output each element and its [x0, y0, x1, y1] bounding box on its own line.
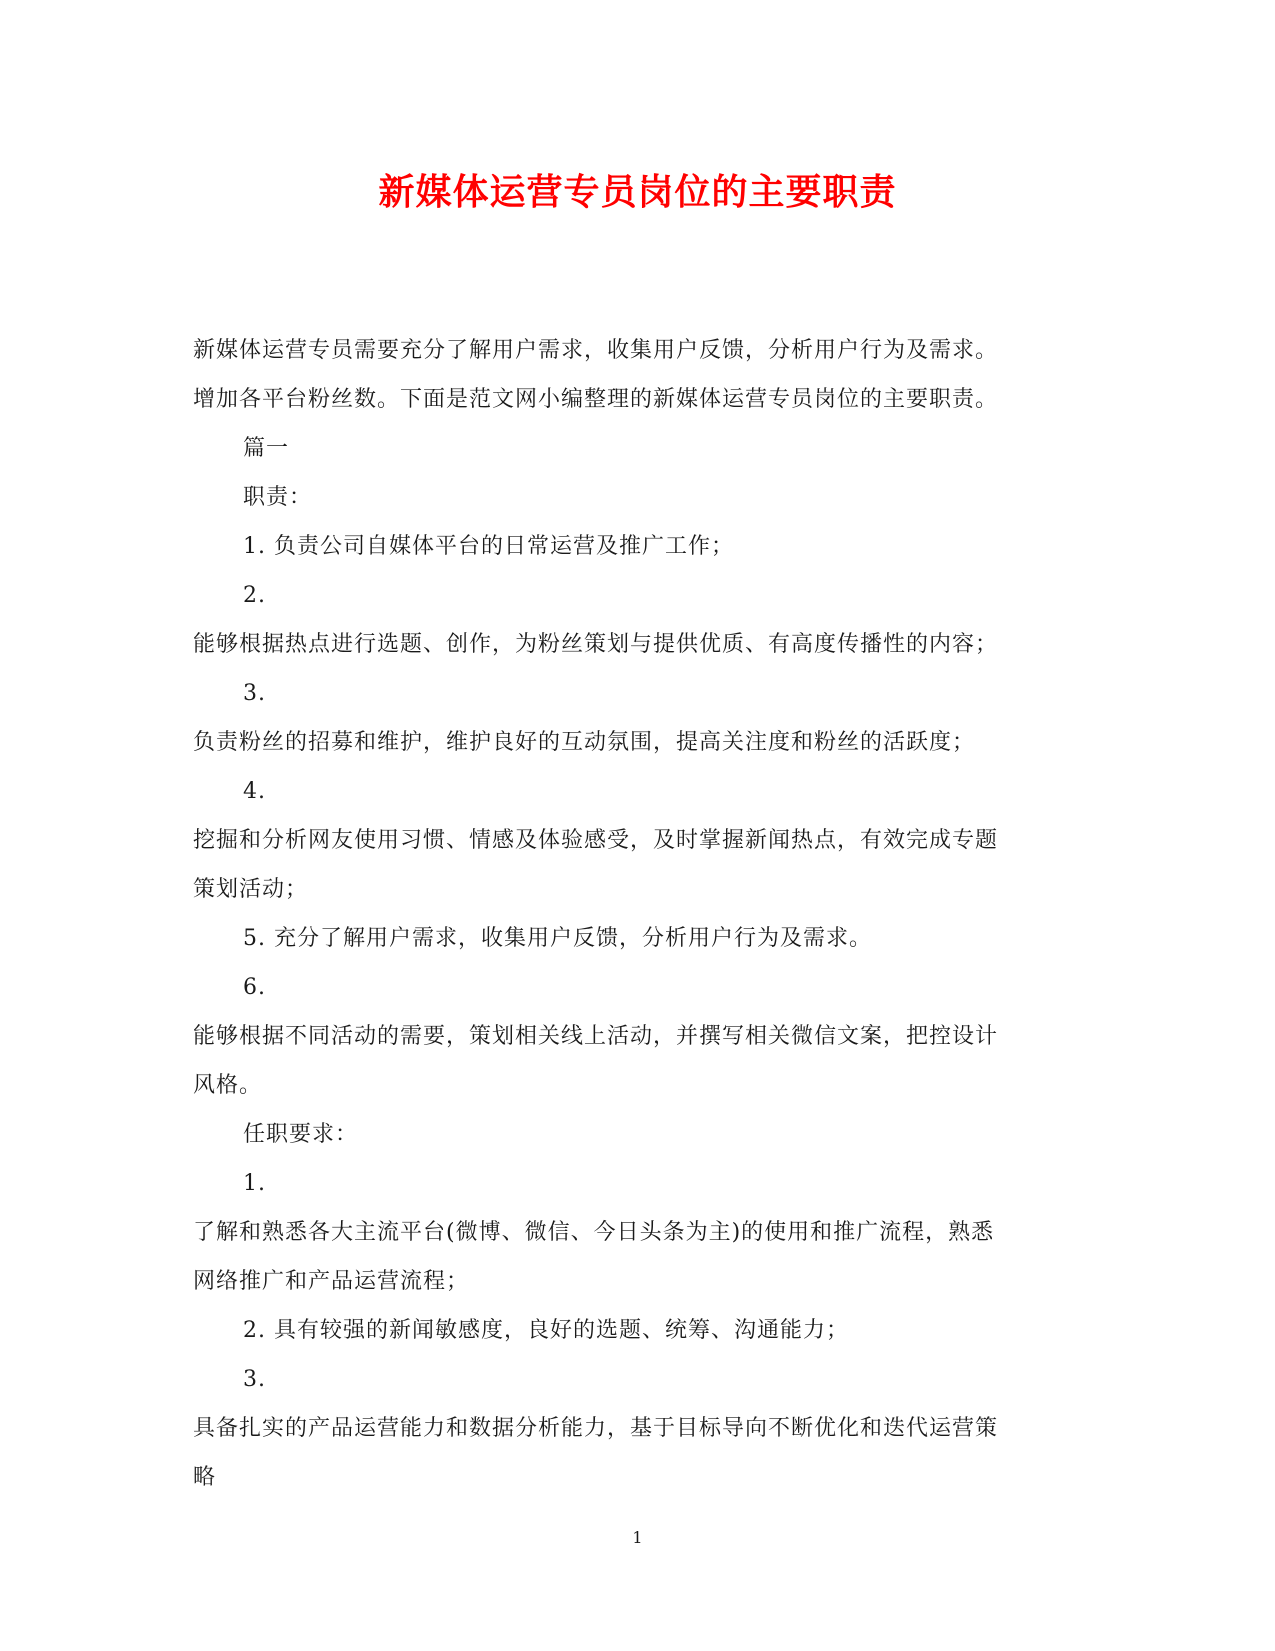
duties-heading: 职责：	[243, 485, 313, 510]
requirements-heading: 任职要求：	[243, 1122, 359, 1147]
duty-number: 2.	[243, 583, 266, 608]
duty-item: 1. 负责公司自媒体平台的日常运营及推广工作；	[243, 534, 734, 559]
requirement-text: 网络推广和产品运营流程；	[193, 1269, 470, 1294]
duty-text: 策划活动；	[193, 877, 309, 902]
duty-text: 能够根据热点进行选题、创作，为粉丝策划与提供优质、有高度传播性的内容；	[193, 632, 999, 657]
requirement-item: 2. 具有较强的新闻敏感度，良好的选题、统筹、沟通能力；	[243, 1318, 849, 1343]
intro-line: 增加各平台粉丝数。下面是范文网小编整理的新媒体运营专员岗位的主要职责。	[193, 387, 999, 412]
document-body	[193, 326, 1073, 1502]
requirement-number: 1.	[243, 1171, 266, 1196]
requirement-number: 3.	[243, 1367, 266, 1392]
intro-line: 新媒体运营专员需要充分了解用户需求，收集用户反馈，分析用户行为及需求。	[193, 338, 999, 363]
duty-text: 风格。	[193, 1073, 263, 1098]
duty-text: 负责粉丝的招募和维护，维护良好的互动氛围，提高关注度和粉丝的活跃度；	[193, 730, 976, 755]
requirement-text: 了解和熟悉各大主流平台(微博、微信、今日头条为主)的使用和推广流程，熟悉	[193, 1220, 995, 1245]
duty-number: 3.	[243, 681, 266, 706]
document-title: 新媒体运营专员岗位的主要职责	[378, 171, 897, 213]
duty-number: 6.	[243, 975, 266, 1000]
duty-text: 挖掘和分析网友使用习惯、情感及体验感受，及时掌握新闻热点，有效完成专题	[193, 828, 999, 853]
duty-item: 5. 充分了解用户需求，收集用户反馈，分析用户行为及需求。	[243, 926, 872, 951]
duty-number: 4.	[243, 779, 266, 804]
section-label: 篇一	[243, 436, 290, 461]
requirement-text: 略	[193, 1465, 217, 1490]
requirement-text: 具备扎实的产品运营能力和数据分析能力，基于目标导向不断优化和迭代运营策	[193, 1416, 999, 1441]
page-number: 1	[632, 1528, 643, 1547]
duty-text: 能够根据不同活动的需要，策划相关线上活动，并撰写相关微信文案，把控设计	[193, 1024, 999, 1049]
